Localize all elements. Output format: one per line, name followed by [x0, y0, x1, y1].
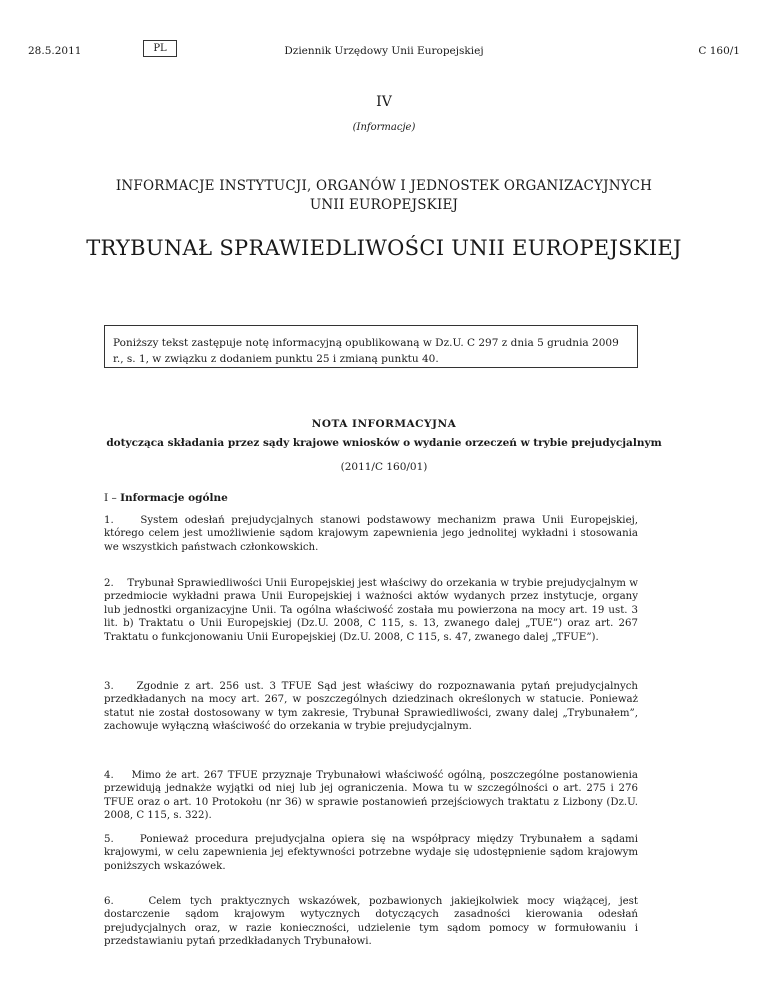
notice-box: Poniższy tekst zastępuje notę informacyjną opublikowaną w Dz.U. C 297 z dnia 5 grudnia 2009 r., s. 1, w związku z dodaniem punktu 25 i zmianą punktu 40.	[104, 325, 638, 368]
paragraph-number: 5.	[104, 834, 114, 845]
part-number: IV	[376, 94, 392, 110]
paragraph-5	[104, 833, 638, 873]
nota-title: NOTA INFORMACYJNA	[311, 418, 457, 430]
paragraph-number: 3.	[104, 681, 114, 692]
journal-title: Dziennik Urzędowy Unii Europejskiej	[284, 45, 484, 57]
paragraph-number: 6.	[104, 896, 114, 907]
paragraph-1	[104, 514, 638, 554]
paragraph-4	[104, 769, 638, 823]
paragraph-text: System odesłań prejudycjalnych stanowi podstawowy mechanizm prawa Unii Europejskiej, którego celem jest umożliwienie sądom krajowym zapewnienia jego jednolitej wykładni i stosowania we wszystkich państwach członkowskich.	[104, 515, 638, 553]
nota-subtitle: dotycząca składania przez sądy krajowe wniosków o wydanie orzeczeń w trybie prejudycjalnym	[106, 437, 662, 449]
paragraph-6	[104, 895, 638, 949]
paragraph-text: Ponieważ procedura prejudycjalna opiera się na współpracy między Trybunałem a sądami krajowymi, w celu zapewnienia jej efektywności potrzebne wydaje się udostępnienie sądom krajowym poniższych wskazówek.	[104, 834, 638, 872]
paragraph-2	[104, 577, 638, 644]
page-reference: C 160/1	[698, 45, 740, 57]
section-title: Informacje ogólne	[120, 492, 228, 504]
paragraph-number: 2.	[104, 578, 114, 589]
paragraph-text: Zgodnie z art. 256 ust. 3 TFUE Sąd jest właściwy do rozpoznawania pytań prejudycjalnych przedkładanych na mocy art. 267, w poszczególnych dziedzinach określonych w statucie. Ponieważ statut nie został dostosowany w tym zakresie, Trybunał Sprawiedliwości, zwany dalej „Trybunałem”, zachowuje wyłączną właściwość do orzekania w trybie prejudycjalnym.	[104, 681, 638, 733]
paragraph-number: 1.	[104, 515, 114, 526]
court-name: TRYBUNAŁ SPRAWIEDLIWOŚCI UNII EUROPEJSKIEJ	[86, 236, 682, 260]
paragraph-number: 4.	[104, 770, 114, 781]
paragraph-3	[104, 680, 638, 734]
institutions-heading	[0, 177, 768, 215]
section-number: I –	[104, 492, 117, 504]
institutions-heading-line1: INFORMACJE INSTYTUCJI, ORGANÓW I JEDNOSTEK ORGANIZACYJNYCH	[115, 178, 653, 194]
language-code-box: PL	[143, 40, 177, 57]
paragraph-text: Mimo że art. 267 TFUE przyznaje Trybunałowi właściwość ogólną, poszczególne postanowienia przewidują jednakże wyjątki od niej lub jej ograniczenia. Mowa tu w szczególności o art. 275 i 276 TFUE oraz o art. 10 Protokołu (nr 36) w sprawie postanowień przejściowych traktatu z Lizbony (Dz.U. 2008, C 115, s. 322).	[104, 770, 638, 822]
paragraph-text: Trybunał Sprawiedliwości Unii Europejskiej jest właściwy do orzekania w trybie prejudycjalnym w przedmiocie wykładni prawa Unii Europejskiej i ważności aktów wydanych przez instytucje, organy lub jednostki organizacyjne Unii. Ta ogólna właściwość została mu powierzona na mocy art. 19 ust. 3 lit. b) Traktatu o Unii Europejskiej (Dz.U. 2008, C 115, s. 13, zwanego dalej „TUE”) oraz art. 267 Traktatu o funkcjonowaniu Unii Europejskiej (Dz.U. 2008, C 115, s. 47, zwanego dalej „TFUE”).	[104, 578, 638, 643]
section-heading	[104, 492, 228, 504]
institutions-heading-line2: UNII EUROPEJSKIEJ	[309, 197, 459, 213]
publication-date: 28.5.2011	[28, 45, 82, 57]
nota-reference: (2011/C 160/01)	[340, 461, 428, 473]
paragraph-text: Celem tych praktycznych wskazówek, pozbawionych jakiejkolwiek mocy wiążącej, jest dostarczenie sądom krajowym wytycznych dotyczących zasadności kierowania odesłań prejudycjalnych oraz, w razie konieczności, udzielenie tym sądom pomocy w formułowaniu i przedstawianiu pytań przedkładanych Trybunałowi.	[104, 896, 638, 948]
part-label: (Informacje)	[352, 122, 416, 133]
